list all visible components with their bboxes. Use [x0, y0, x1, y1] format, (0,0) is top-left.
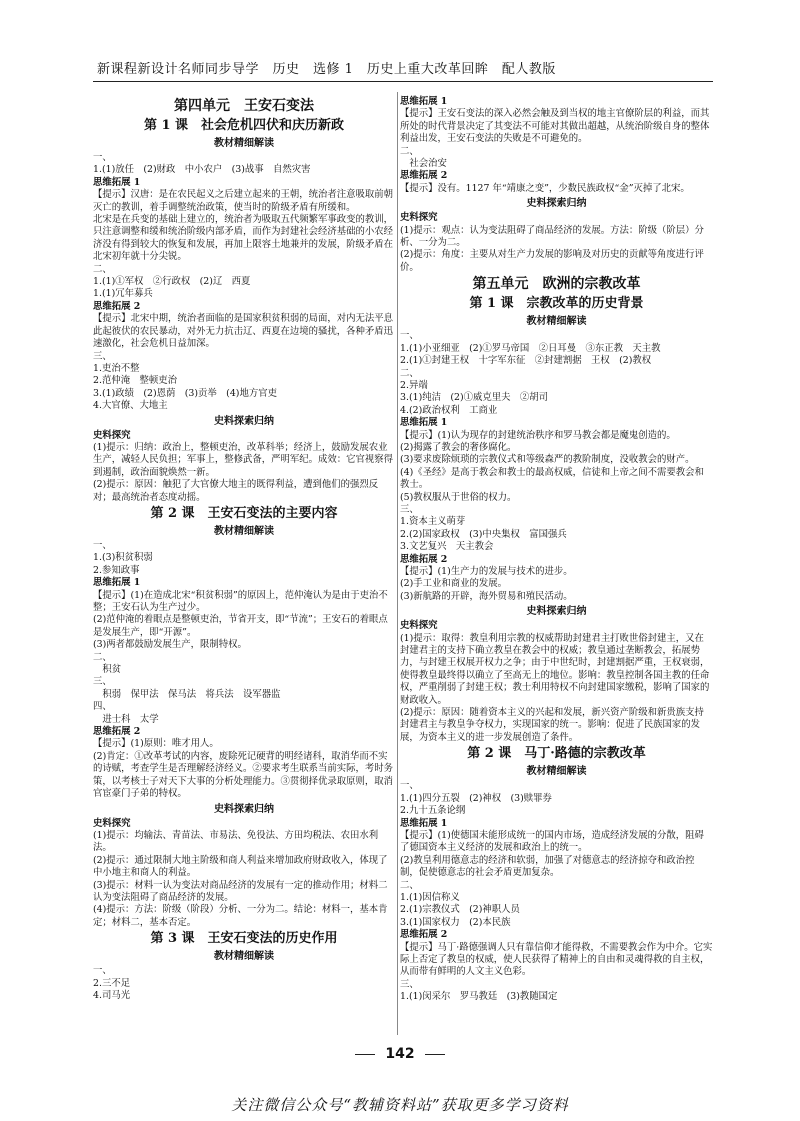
text-line: 一、 — [93, 965, 112, 977]
text-line: 【提示】汉唐：是在农民起义之后建立起来的王朝，统治者注意吸取前朝灭亡的教训，着手调整统治政策，使当时的阶级矛盾有所缓和。 — [93, 189, 394, 213]
subsection-label: 思维拓展 1 — [400, 96, 448, 107]
text-line: (1)提示：取得：教皇利用宗教的权威帮助封建君主打败世俗封建主，又在封建君主的支持下确立教皇在教会中的权威；教皇通过垄断教会，拓展势力，与封建王权展开权力之争；由于中世纪时，封建割据严重，王权衰弱，使得教皇最终得以确立了至高无上的地位。影响：教皇控制各国主教的任命权，严重削弱了封建王权；教士利用特权不向封建国家缴税，影响了国家的财政收入。 — [400, 632, 710, 706]
text-line: 4.大官僚、大地主 — [93, 400, 168, 412]
section-title: 史料探索归纳 — [526, 198, 587, 210]
text-line: 【提示】(1)原则：唯才用人。 — [93, 738, 219, 750]
subsection-label: 史料探究 — [400, 212, 438, 224]
text-line: (3)两者都鼓励发展生产，限制特权。 — [93, 639, 247, 651]
text-line: (2)范仲淹的着眼点是整顿吏治，节省开支，即“节流”；王安石的着眼点是发展生产，即“开源”。 — [93, 614, 388, 638]
section-title: 史料探索归纳 — [214, 415, 274, 427]
running-header: 新课程新设计名师同步导学 历史 选修 1 历史上重大改革回眸 配人教版 — [97, 62, 556, 77]
text-line: 三、 — [400, 978, 419, 990]
unit-title: 第五单元 欧洲的宗教改革 — [472, 276, 641, 293]
section-title: 教材精细解读 — [214, 951, 274, 963]
text-line: 3.(1)国家权力 (2)本民族 — [400, 916, 511, 928]
text-line: 3.文艺复兴 天主教会 — [400, 541, 494, 553]
header-rule — [93, 81, 713, 82]
text-line: (2)提示：原因：触犯了大官僚大地主的既得利益，遭到他们的强烈反对；最高统治者态度动摇。 — [93, 479, 379, 503]
text-line: 1.(1)放任 (2)财政 中小农户 (3)战事 自然灾害 — [93, 164, 311, 176]
text-line: 1.(1)小亚细亚 (2)①罗马帝国 ②日耳曼 ③东正教 天主教 — [400, 342, 661, 354]
text-line: (3)要求废除烦琐的宗教仪式和等级森严的教阶制度，没收教会的财产。 — [400, 454, 695, 466]
text-line: 1.(1)冗年募兵 — [93, 288, 153, 300]
text-line: 【提示】(1)使德国未能形成统一的国内市场，造成经济发展的分散，阻碍了德国资本主义经济的发展和政治上的统一。 — [400, 829, 704, 854]
text-line: (2)揭露了教会的奢侈腐化。 — [400, 441, 517, 453]
text-line: (1)提示：均输法、青苗法、市易法、免役法、方田均税法、农田水利法。 — [93, 829, 379, 854]
text-line: 1.(1)因信称义 — [400, 891, 460, 903]
text-line: 三、 — [93, 676, 112, 688]
subsection-label: 思维拓展 1 — [93, 176, 141, 188]
text-line: 3.(1)政绩 (2)恩荫 (3)贡举 (4)地方官吏 — [93, 387, 277, 399]
section-title: 史料探索归纳 — [526, 606, 587, 618]
text-line: (2)手工业和商业的发展。 — [400, 578, 508, 590]
page-number — [0, 1046, 800, 1062]
lesson-title: 第 2 课 王安石变法的主要内容 — [150, 505, 338, 521]
text-line: 1.(1)①军权 ②行政权 (2)辽 西夏 — [93, 276, 251, 288]
text-line: (2)肯定：①改革考试的内容，废除死记硬背的明经诸科，取消华而不实的诗赋，考查学生是否理解经济经义。②要求考生联系当前实际，考时务策，以考核士子对天下大事的分析处理能力。③贯彻择优录取原则，取消官宦豪门子弟的特权。 — [93, 750, 394, 800]
text-line: 4.司马光 — [93, 989, 131, 1001]
subsection-label: 思维拓展 1 — [400, 417, 448, 429]
text-line: (1)提示：观点：认为变法阻碍了商品经济的发展。方法：阶级（阶层）分析、一分为二。 — [400, 224, 704, 249]
subsection-label: 史料探究 — [400, 620, 438, 632]
section-title: 教材精细解读 — [526, 766, 587, 778]
text-line: 1.(3)积贫积弱 — [93, 552, 153, 564]
text-line: 【提示】没有。1127 年“靖康之变”，少数民族政权“金”灭掉了北宋。 — [400, 182, 690, 194]
text-line: (3)新航路的开辟，海外贸易和殖民活动。 — [400, 590, 573, 602]
text-line: 二、 — [400, 367, 419, 379]
text-line: 1.(1)四分五裂 (2)神权 (3)赎罪券 — [400, 792, 552, 804]
page-number-value: 142 — [385, 1046, 415, 1062]
text-line: 二、 — [400, 145, 419, 157]
text-line: 2.三不足 — [93, 977, 131, 989]
text-line: 【提示】(1)在造成北宋“积贫积弱”的原因上，范仲淹认为是由于吏治不整；王安石认为生产过少。 — [93, 589, 388, 613]
text-line: 积弱 保甲法 保马法 将兵法 设军器监 — [93, 688, 281, 700]
left-column — [93, 96, 395, 1002]
text-line: (4)提示：方法：阶级（阶段）分析、一分为二。结论：材料一，基本肯定；材料二，基本否定。 — [93, 904, 388, 928]
text-line: 【提示】北宋中期，统治者面临的是国家积贫积弱的局面，对内无法平息此起彼伏的农民暴动，对外无力抗击辽、西夏在边境的骚扰，各种矛盾迅速激化，社会危机日益加深。 — [93, 313, 394, 350]
text-line: 一、 — [400, 780, 419, 792]
section-title: 教材精细解读 — [214, 138, 274, 149]
text-line: 四、 — [93, 701, 112, 713]
text-line: (5)教权服从于世俗的权力。 — [400, 491, 517, 503]
text-line: 1.吏治不整 — [93, 362, 140, 374]
text-line: 【提示】王安石变法的深入必然会触及到当权的地主官僚阶层的利益，而其所处的时代背景决定了其变法不可能对其做出超越，从统治阶级自身的整体利益出发，王安石变法的失败是不可避免的。 — [400, 108, 710, 145]
unit-title: 第四单元 王安石变法 — [174, 98, 314, 114]
text-line: 2.(1)宗教仪式 (2)神职人员 — [400, 904, 520, 916]
right-column — [400, 96, 713, 1004]
lesson-title: 第 3 课 王安石变法的历史作用 — [150, 931, 338, 947]
subsection-label: 史料探究 — [93, 817, 131, 829]
text-line: 二、 — [93, 651, 112, 663]
text-line: (2)提示：通过限制大地主阶级和商人利益来增加政府财政收入，体现了中小地主和商人的利益。 — [93, 854, 388, 879]
text-line: 二、 — [93, 263, 112, 275]
text-line: 2.(1)①封建王权 十字军东征 ②封建割据 王权 (2)教权 — [400, 355, 652, 367]
text-line: (4)《圣经》是高于教会和教士的最高权威，信徒和上帝之间不需要教会和教士。 — [400, 466, 704, 491]
text-line: 2.九十五条论纲 — [400, 805, 466, 817]
subsection-label: 思维拓展 2 — [93, 726, 141, 738]
subsection-label: 思维拓展 1 — [93, 577, 141, 589]
lesson-title: 第 2 课 马丁·路德的宗教改革 — [467, 746, 646, 762]
section-title: 教材精细解读 — [214, 525, 274, 537]
text-line: (3)提示：材料一认为变法对商品经济的发展有一定的推动作用；材料二认为变法阻碍了商品经济的发展。 — [93, 879, 388, 903]
text-line: 2.异端 — [400, 379, 428, 391]
footer-note: 关注微信公众号“教辅资料站”获取更多学习资料 — [231, 1096, 569, 1114]
text-line: 【提示】(1)生产力的发展与技术的进步。 — [400, 566, 573, 577]
text-line: 4.(2)政治权利 工商业 — [400, 404, 498, 416]
text-line: 【提示】马丁·路德强调人只有靠信仰才能得救，不需要教会作为中介。它实际上否定了教皇的权威，使人民获得了精神上的自由和灵魂得救的自主权，从而带有鲜明的人文主义色彩。 — [400, 941, 713, 978]
text-line: 一、 — [93, 539, 112, 551]
subsection-label: 史料探究 — [93, 429, 131, 441]
text-line: 2.范仲淹 整顿吏治 — [93, 375, 177, 387]
text-line: 一、 — [93, 152, 112, 163]
subsection-label: 思维拓展 2 — [400, 170, 448, 182]
text-line: 1.资本主义萌芽 — [400, 516, 466, 528]
text-line: 1.(1)闵采尔 罗马教廷 (3)教随国定 — [400, 991, 558, 1003]
text-line: 积贫 — [93, 664, 122, 676]
section-title: 教材精细解读 — [526, 316, 587, 328]
text-line: 三、 — [400, 503, 419, 515]
text-line: 2.(2)国家政权 (3)中央集权 富国强兵 — [400, 528, 567, 540]
text-line: 2.参知政事 — [93, 564, 140, 576]
text-line: 一、 — [400, 330, 419, 342]
subsection-label: 思维拓展 2 — [400, 929, 448, 941]
lesson-title: 第 1 课 社会危机四伏和庆历新政 — [143, 118, 345, 133]
section-title: 史料探索归纳 — [214, 803, 274, 815]
text-line: 二、 — [400, 879, 419, 891]
column-divider — [397, 92, 398, 1035]
text-line: 3.(1)纯洁 (2)①威克里夫 ②胡司 — [400, 392, 549, 404]
text-line: 北宋是在兵变的基础上建立的，统治者为吸取五代频繁军事政变的教训，只注意调整和缓和统治阶级内部矛盾，而作为封建社会经济基础的小农经济没有得到较大的恢复和发展，再加上限容土地兼并的发展，阶级矛盾在北宋初年就十分尖锐。 — [93, 214, 394, 263]
text-line: (2)提示：原因：随着资本主义的兴起和发展，新兴资产阶级和新贵族支持封建君主与教皇争夺权力，实现国家的统一。影响：促进了民族国家的发展，为资本主义的进一步发展创造了条件。 — [400, 707, 704, 743]
text-line: 【提示】(1)认为现存的封建统治秩序和罗马教会都是魔鬼创造的。 — [400, 429, 676, 441]
text-line: (1)提示：归纳：政治上，整顿吏治，改革科举；经济上，鼓励发展农业生产，减轻人民负担；军事上，整修武备，严明军纪。成效：它官视察得到遏制，政治面貌焕然一新。 — [93, 441, 394, 478]
subsection-label: 思维拓展 2 — [400, 553, 448, 565]
text-line: 三、 — [93, 350, 112, 362]
lesson-title: 第 1 课 宗教改革的历史背景 — [469, 296, 644, 312]
text-line: (2)提示：角度：主要从对生产力发展的影响及对历史的贡献等角度进行评价。 — [400, 249, 704, 273]
text-line: (2)教皇利用德意志的经济和软弱，加强了对德意志的经济掠夺和政治控制，促使德意志的社会矛盾更加复杂。 — [400, 854, 695, 879]
text-line: 社会治安 — [400, 158, 447, 170]
subsection-label: 思维拓展 1 — [400, 817, 448, 829]
subsection-label: 思维拓展 2 — [93, 300, 141, 312]
text-line: 进士科 太学 — [93, 713, 159, 725]
